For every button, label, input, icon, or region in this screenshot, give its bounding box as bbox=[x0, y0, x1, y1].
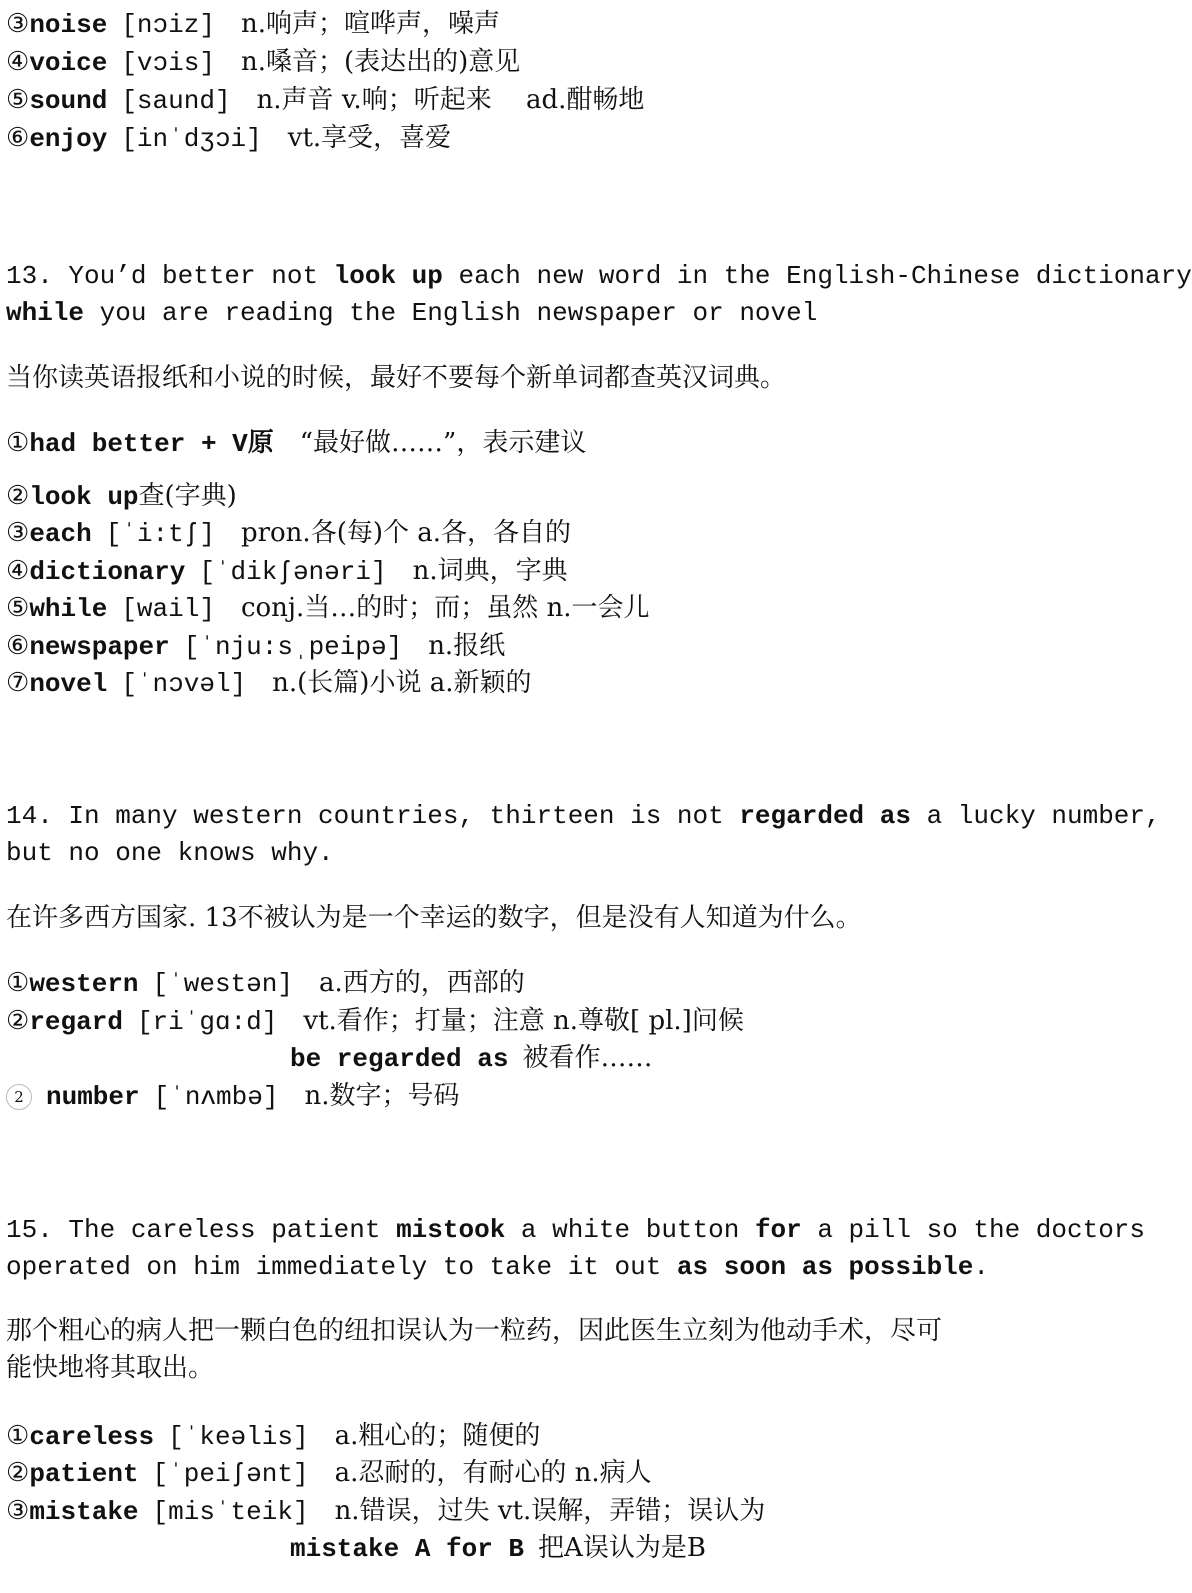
sentence-text: 13. You’d better not bbox=[6, 261, 334, 291]
vocab-definition: n.词典，字典 bbox=[412, 556, 568, 586]
vocab-definition: n.嗓音；(表达出的)意见 bbox=[240, 47, 521, 77]
vocab-word: voice bbox=[29, 48, 108, 78]
vocab-item bbox=[6, 1078, 459, 1114]
item-number: ⑥ bbox=[6, 631, 30, 661]
item-number: ③ bbox=[6, 1496, 30, 1526]
vocab-item bbox=[6, 1003, 744, 1039]
vocab-phonetic: [inˈdʒɔi] bbox=[121, 124, 262, 154]
phrase-definition: 被看作…… bbox=[522, 1043, 653, 1073]
vocab-item bbox=[6, 628, 505, 664]
vocab-definition: 查(字典) bbox=[138, 481, 237, 511]
vocab-word: while bbox=[29, 594, 108, 624]
vocab-item bbox=[6, 515, 571, 551]
sentence-13-english-line1 bbox=[6, 258, 1192, 294]
sentence-14-english-line2: but no one knows why. bbox=[6, 838, 334, 868]
key-phrase: look up bbox=[333, 261, 443, 291]
vocab-word: novel bbox=[29, 669, 108, 699]
vocab-word: western bbox=[29, 969, 139, 999]
vocab-phonetic: [ˈnɔvəl] bbox=[121, 669, 247, 699]
phrase-word: mistake A for B bbox=[290, 1534, 525, 1564]
sentence-text: you are reading the English newspaper or novel bbox=[84, 298, 818, 328]
vocab-phonetic: [ˈkeəlis] bbox=[168, 1422, 309, 1452]
phrase-line bbox=[290, 1530, 706, 1566]
item-number: ③ bbox=[6, 518, 30, 548]
sentence-15-translation-line2: 能快地将其取出。 bbox=[6, 1353, 215, 1383]
sentence-text: . bbox=[973, 1252, 989, 1282]
vocab-item bbox=[6, 665, 531, 701]
vocab-item bbox=[6, 44, 520, 80]
vocab-word: newspaper bbox=[29, 632, 170, 662]
vocab-word: mistake bbox=[29, 1497, 139, 1527]
vocab-item bbox=[6, 120, 451, 156]
vocab-item bbox=[6, 478, 237, 514]
sentence-text: a white button bbox=[505, 1215, 755, 1245]
sentence-text: each new word in the English-Chinese dictionary bbox=[442, 261, 1192, 291]
vocab-phonetic: [ˈpeiʃənt] bbox=[152, 1459, 309, 1489]
vocab-item bbox=[6, 1493, 765, 1529]
vocab-word: careless bbox=[29, 1422, 155, 1452]
sentence-14-translation: 在许多西方国家. 13不被认为是一个幸运的数字，但是没有人知道为什么。 bbox=[6, 903, 862, 933]
vocab-phonetic: [ˈwestən] bbox=[152, 969, 293, 999]
grammar-note bbox=[6, 425, 586, 461]
item-number: ④ bbox=[6, 47, 30, 77]
sentence-13-english-line2 bbox=[6, 295, 817, 331]
key-phrase: while bbox=[6, 298, 85, 328]
vocab-item bbox=[6, 965, 525, 1001]
vocab-item bbox=[6, 590, 650, 626]
item-number: ① bbox=[6, 428, 30, 458]
vocab-phonetic: [wail] bbox=[121, 594, 215, 624]
vocab-word: enjoy bbox=[29, 124, 108, 154]
vocab-definition: n.数字；号码 bbox=[304, 1081, 460, 1111]
vocab-item bbox=[6, 82, 644, 118]
sentence-text: 14. In many western countries, thirteen is not bbox=[6, 801, 740, 831]
item-number: ⑤ bbox=[6, 593, 30, 623]
item-number: ⑦ bbox=[6, 668, 30, 698]
sentence-15-translation-line1: 那个粗心的病人把一颗白色的纽扣误认为一粒药，因此医生立刻为他动手术，尽可 bbox=[6, 1316, 943, 1346]
vocab-word: sound bbox=[29, 86, 108, 116]
vocab-phonetic: [ˈnju:sˌpeipə] bbox=[183, 632, 403, 662]
sentence-text: operated on him immediately to take it out bbox=[6, 1252, 677, 1282]
vocab-definition: a.粗心的；随便的 bbox=[334, 1421, 541, 1451]
vocab-phonetic: [saund] bbox=[121, 86, 231, 116]
vocab-phonetic: [misˈteik] bbox=[152, 1497, 309, 1527]
note-definition: “最好做……”，表示建议 bbox=[299, 428, 587, 458]
key-phrase: mistook bbox=[396, 1215, 506, 1245]
key-phrase: for bbox=[754, 1215, 802, 1245]
vocab-definition: n.(长篇)小说 a.新颖的 bbox=[272, 668, 532, 698]
vocab-definition: vt.看作；打量；注意 n.尊敬[ pl.]问候 bbox=[303, 1006, 744, 1036]
vocab-phonetic: [vɔis] bbox=[121, 48, 215, 78]
vocab-phonetic: [ˈi:tʃ] bbox=[105, 519, 215, 549]
vocab-definition: n.错误，过失 vt.误解，弄错；误认为 bbox=[334, 1496, 766, 1526]
item-number: 2 bbox=[6, 1084, 32, 1110]
vocab-definition: n.声音 v.响；听起来 ad.酣畅地 bbox=[256, 85, 645, 115]
vocab-item bbox=[6, 6, 500, 42]
vocab-item bbox=[6, 1418, 540, 1454]
vocab-word: dictionary bbox=[29, 557, 186, 587]
sentence-14-english-line1 bbox=[6, 798, 1161, 834]
vocab-word: number bbox=[46, 1082, 140, 1112]
vocab-phonetic: [nɔiz] bbox=[121, 10, 215, 40]
item-number: ⑥ bbox=[6, 123, 30, 153]
vocab-definition: vt.享受，喜爱 bbox=[287, 123, 452, 153]
vocab-definition: a.西方的，西部的 bbox=[318, 968, 525, 998]
vocab-definition: conj.当…的时；而；虽然 n.一会儿 bbox=[240, 593, 650, 623]
vocab-word: noise bbox=[29, 10, 108, 40]
vocab-word: each bbox=[29, 519, 92, 549]
sentence-text: a pill so the doctors bbox=[801, 1215, 1146, 1245]
vocab-definition: n.报纸 bbox=[428, 631, 506, 661]
sentence-text: a lucky number, bbox=[910, 801, 1161, 831]
sentence-15-english-line1 bbox=[6, 1212, 1145, 1248]
key-phrase: as soon as possible bbox=[676, 1252, 974, 1282]
vocab-definition: pron.各(每)个 a.各，各自的 bbox=[240, 518, 572, 548]
vocab-item bbox=[6, 1455, 652, 1491]
note-phrase: had better + V原 bbox=[29, 429, 274, 459]
key-phrase: regarded as bbox=[739, 801, 911, 831]
item-number: ① bbox=[6, 1421, 30, 1451]
item-number: ② bbox=[6, 481, 30, 511]
item-number: ⑤ bbox=[6, 85, 30, 115]
item-number: ① bbox=[6, 968, 30, 998]
vocab-item bbox=[6, 553, 568, 589]
sentence-13-translation: 当你读英语报纸和小说的时候，最好不要每个新单词都查英汉词典。 bbox=[6, 363, 787, 393]
phrase-word: be regarded as bbox=[290, 1044, 509, 1074]
vocab-word: regard bbox=[29, 1007, 123, 1037]
vocab-definition: n.响声；喧哗声，噪声 bbox=[240, 9, 500, 39]
vocab-phonetic: [riˈgɑ:d] bbox=[136, 1007, 278, 1037]
item-number: ② bbox=[6, 1006, 30, 1036]
vocab-word: look up bbox=[29, 482, 139, 512]
vocab-phonetic: [ˈnʌmbə] bbox=[153, 1082, 279, 1112]
phrase-line bbox=[290, 1040, 652, 1076]
vocab-word: patient bbox=[29, 1459, 139, 1489]
item-number: ② bbox=[6, 1458, 30, 1488]
sentence-text: 15. The careless patient bbox=[6, 1215, 397, 1245]
item-number: ③ bbox=[6, 9, 30, 39]
sentence-15-english-line2 bbox=[6, 1249, 989, 1285]
phrase-definition: 把A误认为是B bbox=[538, 1533, 706, 1563]
vocab-definition: a.忍耐的，有耐心的 n.病人 bbox=[334, 1458, 652, 1488]
item-number: ④ bbox=[6, 556, 30, 586]
vocab-phonetic: [ˈdikʃənəri] bbox=[199, 557, 387, 587]
